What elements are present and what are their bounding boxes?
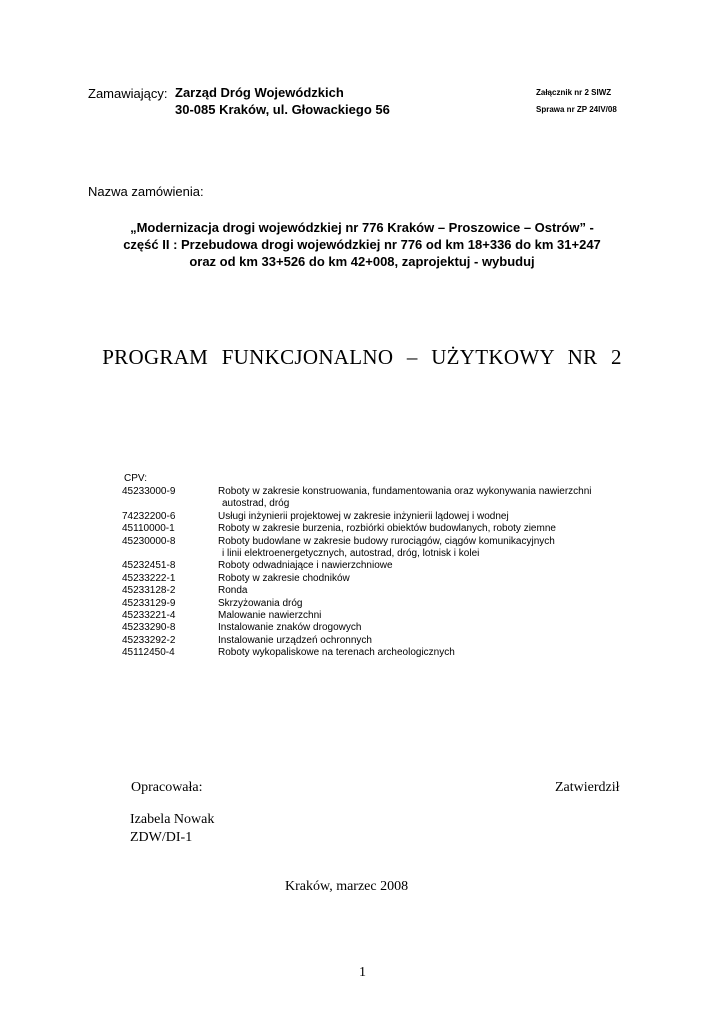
ordering-party-address: 30-085 Kraków, ul. Głowackiego 56 bbox=[175, 102, 390, 117]
order-name-label: Nazwa zamówienia: bbox=[88, 184, 204, 199]
cpv-description: autostrad, dróg bbox=[222, 498, 290, 510]
cpv-code: 45230000-8 bbox=[122, 535, 176, 547]
cpv-row-continuation bbox=[122, 498, 592, 510]
order-title-line: oraz od km 33+526 do km 42+008, zaprojektuj - wybuduj bbox=[189, 254, 535, 269]
cpv-description: Roboty w zakresie konstruowania, fundamentowania oraz wykonywania nawierzchni bbox=[218, 486, 592, 497]
author-department: ZDW/DI-1 bbox=[130, 830, 193, 845]
attachment-label: Załącznik nr 2 SIWZ bbox=[536, 88, 612, 97]
cpv-description: Roboty budowlane w zakresie budowy rurociągów, ciągów komunikacyjnych bbox=[218, 535, 555, 547]
cpv-code: 45112450-4 bbox=[122, 647, 175, 659]
cpv-row bbox=[122, 647, 592, 659]
cpv-row bbox=[122, 635, 592, 647]
cpv-description: i linii elektroenergetycznych, autostrad, dróg, lotnisk i kolei bbox=[222, 548, 480, 560]
cpv-row bbox=[122, 573, 592, 585]
cpv-description: Roboty w zakresie burzenia, rozbiórki obiektów budowlanych, roboty ziemne bbox=[218, 523, 556, 535]
cpv-description: Skrzyżowania dróg bbox=[218, 597, 303, 609]
cpv-label: CPV: bbox=[124, 473, 147, 484]
order-title-line: „Modernizacja drogi wojewódzkiej nr 776 Kraków – Proszowice – Ostrów” - bbox=[130, 220, 594, 235]
order-title-line: część II : Przebudowa drogi wojewódzkiej nr 776 od km 18+336 do km 31+247 bbox=[123, 237, 601, 252]
cpv-row bbox=[122, 536, 592, 548]
approved-by-label: Zatwierdził bbox=[555, 780, 620, 795]
cpv-code: 45232451-8 bbox=[122, 560, 176, 572]
cpv-code: 45233129-9 bbox=[122, 597, 176, 609]
cpv-list bbox=[122, 486, 592, 660]
cpv-code: 45233221-4 bbox=[122, 610, 176, 622]
cpv-code: 45233292-2 bbox=[122, 634, 176, 646]
ordering-party-name: Zarząd Dróg Wojewódzkich bbox=[175, 85, 344, 100]
cpv-description: Usługi inżynierii projektowej w zakresie inżynierii lądowej i wodnej bbox=[218, 510, 509, 522]
page-number: 1 bbox=[359, 965, 366, 980]
cpv-row bbox=[122, 486, 592, 498]
cpv-code: 45233128-2 bbox=[122, 585, 176, 597]
cpv-row bbox=[122, 622, 592, 634]
cpv-row bbox=[122, 523, 592, 535]
cpv-code: 45233000-9 bbox=[122, 486, 176, 497]
cpv-description: Roboty wykopaliskowe na terenach archeologicznych bbox=[218, 647, 455, 659]
cpv-code: 74232200-6 bbox=[122, 510, 176, 522]
case-number: Sprawa nr ZP 24IV/08 bbox=[536, 105, 617, 114]
program-title: PROGRAM FUNKCJONALNO – UŻYTKOWY NR 2 bbox=[102, 345, 622, 369]
order-title bbox=[80, 219, 644, 270]
cpv-code: 45233222-1 bbox=[122, 572, 176, 584]
cpv-description: Roboty w zakresie chodników bbox=[218, 572, 350, 584]
cpv-description: Instalowanie urządzeń ochronnych bbox=[218, 634, 372, 646]
cpv-row bbox=[122, 560, 592, 572]
cpv-description: Roboty odwadniające i nawierzchniowe bbox=[218, 560, 393, 572]
place-date: Kraków, marzec 2008 bbox=[285, 879, 409, 894]
cpv-row bbox=[122, 610, 592, 622]
cpv-row bbox=[122, 511, 592, 523]
cpv-description: Instalowanie znaków drogowych bbox=[218, 622, 362, 634]
cpv-row-continuation bbox=[122, 548, 592, 560]
cpv-code: 45110000-1 bbox=[122, 523, 175, 535]
cpv-description: Malowanie nawierzchni bbox=[218, 610, 322, 622]
cpv-row bbox=[122, 598, 592, 610]
cpv-code: 45233290-8 bbox=[122, 622, 176, 634]
ordering-party-label: Zamawiający: bbox=[88, 86, 168, 101]
prepared-by-label: Opracowała: bbox=[131, 780, 203, 795]
cpv-row bbox=[122, 585, 592, 597]
author-name: Izabela Nowak bbox=[130, 812, 215, 827]
cpv-description: Ronda bbox=[218, 585, 248, 597]
